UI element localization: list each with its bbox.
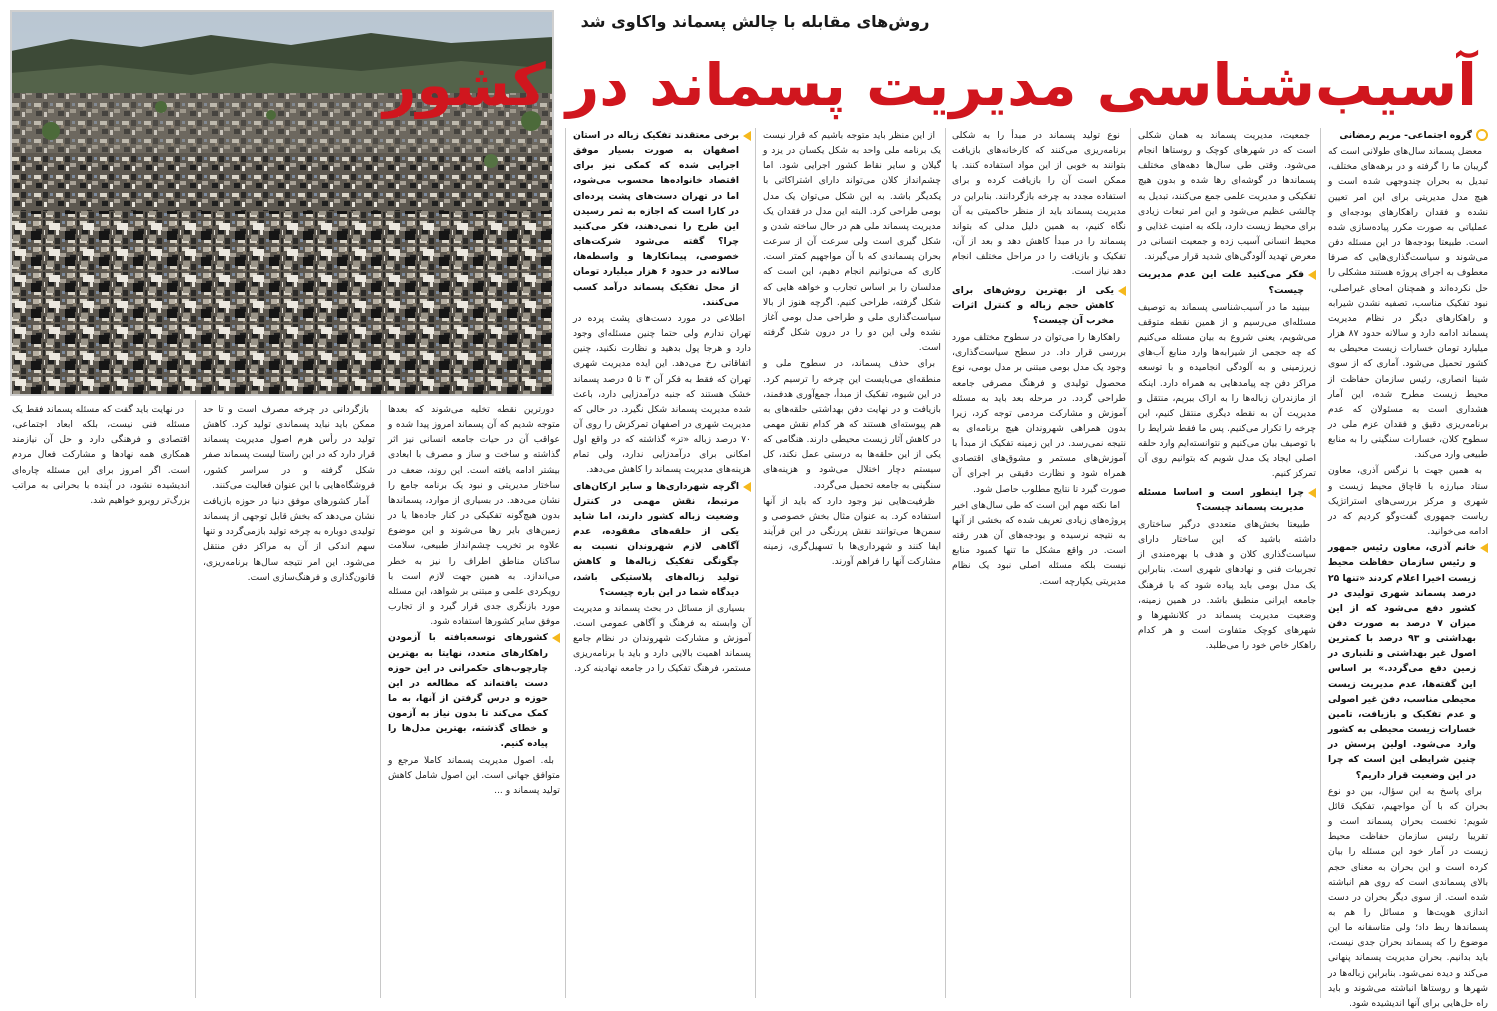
paragraph: به همین جهت با نرگس آذری، معاون ستاد مبارزه با قاچاق محیط زیست و شهری و مرکز بررسی‌های استراتژیک ریاست جمهوری گفت‌وگو کردیم که در ادامه می‌خوانید.	[1328, 465, 1488, 538]
paragraph: برای پاسخ به این سؤال، بین دو نوع بحران که با آن مواجهیم، تفکیک قائل شویم: نخست بحران پسماند است و تقریبا رئیس سازمان حفاظت محیط زیست در آمار خود این مسئله را بیان کرده است و این بحران به معنای حجم بالای پسماندی است که روی هم انباشته شده است. از سوی دیگر بحران در دست اندازی هویت‌ها و مسائل را هم به پسماندها ربط داد؛ ولی متاسفانه ما این موضوع را که پسماند بحران جدی نیست، باید بدانیم. بحران مدیریت پسماند پنهانی می‌کند و دیده نمی‌شود. بنابراین زباله‌ها در شهرها و روستاها انباشته می‌شوند و باید راه حل‌هایی برای آنها اندیشیده شود.	[1328, 785, 1488, 1009]
paragraph: راهکارها را می‌توان در سطوح مختلف مورد بررسی قرار داد. در سطح سیاست‌گذاری، وجود یک مدل بومی مبتنی بر مدل بومی، نوع محصول تولیدی و فرهنگ مصرفی جامعه طراحی گردد. در مرحله بعد باید به مسئله آموزش و مشارکت مردمی توجه کرد، زیرا بدون همراهی شهروندان هیچ برنامه‌ای به نتیجه نمی‌رسد. در این زمینه تفکیک از مبدأ با آموزش‌های مستمر و مشوق‌های اقتصادی همراه شود و نظارت دقیقی بر اجرای آن صورت گیرد تا نتایج مطلوب حاصل شود.	[952, 332, 1126, 495]
interview-question: برخی معتقدند تفکیک زباله در استان اصفهان به صورت بسیار موفق اجرایی شده که کمکی نیز برای اقتصاد خانواده‌ها محسوب می‌شود، اما در تهران دست‌های پشت پرده‌ای در کارا است که اجازه به ثمر رسیدن این طرح را نمی‌دهند، فکر می‌کنید چرا؟ گفته می‌شود شرکت‌های خصوصی، پیمانکارها و واسطه‌ها، سالانه در حدود ۶ هزار میلیارد تومان از محل تفکیک پسماند درآمد کسب می‌کنند.	[573, 128, 751, 310]
paragraph: ظرفیت‌هایی نیز وجود دارد که باید از آنها استفاده کرد. به عنوان مثال بخش خصوصی و سمن‌ها می‌توانند نقش پررنگی در این فرآیند ایفا کنند و شهرداری‌ها با تسهیل‌گری، زمینه مشارکت آنها را فراهم آورند.	[763, 495, 941, 568]
paragraph: جمعیت، مدیریت پسماند به همان شکلی است که در شهرهای کوچک و روستاها انجام می‌شود. وقتی طی سال‌ها دهه‌های مختلف پسماندها در گوشه‌ای رها شده و بدون هیچ تفکیکی و مدیریت علمی جمع می‌کنند، تبدیل به چالشی عظیم می‌شود و این امر تبعات زیادی برای محیط زیست دارد، بلکه به امنیت غذایی و محیط انسانی آسیب زده و جمعیت انسانی در معرض تهدید آلودگی‌های شدید قرار می‌گیرند.	[1138, 130, 1316, 263]
paragraph: اطلاعی در مورد دست‌های پشت پرده در تهران ندارم ولی حتما چنین مسئله‌ای وجود دارد و هرجا پول بدهید و نظارت نکنید، چنین اتفاقاتی رخ می‌دهد. این ایده مدیریت شهری تهران که فقط به فکر آن ۳ تا ۵ درصد پسماند خشک هستند که جنبه درآمدزایی دارد، باعث شده مدیریت پسماند شکل نگیرد. در حالی که مدیریت شهری در اصفهان تمرکزش را روی آن ۷۰ درصد زباله «تر» گذاشته که در واقع اول امکانی برای درآمدزایی ندارد، ولی تمام هزینه‌های مدیریت پسماند را کاهش می‌دهد.	[573, 312, 751, 476]
paragraph: بله. اصول مدیریت پسماند کاملا مرجع و متوافق جهانی است. این اصول شامل کاهش تولید پسماند و ...	[388, 754, 560, 796]
paragraph: بازگردانی در چرخه مصرف است و تا حد ممکن باید نباید پسماندی تولید کرد. کاهش تولید در رأس هرم اصول مدیریت پسماند قرار دارد که در این راستا لیست پسماند صفر شکل گرفته و در سراسر کشور، فروشگاه‌هایی با این عنوان فعالیت می‌کنند.	[203, 404, 375, 491]
column-1	[1328, 128, 1489, 1009]
byline-text: گروه اجتماعی- مریم رمضانی	[1339, 130, 1472, 141]
paragraph: ببینید ما در آسیب‌شناسی پسماند به توصیف مسئله‌ای می‌رسیم و از همین نقطه متوقف می‌شویم، یعنی شروع به بیان مسئله می‌کنیم که چه حجمی از شیرابه‌ها وارد منابع آب‌های زیرزمینی و به آلودگی انجامیده و با توسعه مراکز دفن چه پیامدهایی به همراه دارد. اینکه از مازندران زباله‌ها را به اراک ببریم، منتقل و مدیریت آن به نقطه دیگری منتقل کنیم، این چرخه را تکرار می‌کنیم. پس ما فقط شرایط را با توصیف بیان می‌کنیم و نتوانسته‌ایم وارد حلقه اصلی ایجاد یک مدل شویم که بتوانیم روی آن تمرکز کنیم.	[1138, 301, 1316, 480]
interview-question: چرا اینطور است و اساسا مسئله مدیریت پسماند چیست؟	[1138, 485, 1316, 515]
paragraph: نوع تولید پسماند در مبدأ را به شکلی برنامه‌ریزی می‌کنند که کارخانه‌های بازیافت بتوانند به خوبی از این مواد استفاده کنند. یا ممکن است آن را بازیافت کرده و برای استفاده مجدد به چرخه بازگردانند. بنابراین در مدیریت پسماند باید از منظر حاکمیتی به آن نگاه کنیم، به همین دلیل مدلی که بتواند پسماند را در مبدأ کاهش دهد و بعد از آن، تفکیک و بازیافت را در مراحل مختلف انجام دهد نیاز است.	[952, 130, 1126, 278]
byline	[1328, 128, 1488, 143]
paragraph: برای حذف پسماند، در سطوح ملی و منطقه‌ای می‌بایست این چرخه را ترسیم کرد. در این شیوه، تفکیک از مبدأ، جمع‌آوری هدفمند، بازیافت و در نهایت دفن بهداشتی حلقه‌های به هم پیوسته‌ای هستند که هر کدام نقش مهمی در کاهش آثار زیست محیطی دارند. هنگامی که یکی از این حلقه‌ها به درستی عمل نکند، کل سیستم دچار اختلال می‌شود و هزینه‌های سنگینی به جامعه تحمیل می‌گردد.	[763, 358, 941, 491]
column-8	[12, 402, 190, 1000]
interview-question: یکی از بهترین روش‌های برای کاهش حجم زباله و کنترل اثرات مخرب آن چیست؟	[952, 283, 1126, 328]
paragraph: در نهایت باید گفت که مسئله پسماند فقط یک مسئله فنی نیست، بلکه ابعاد اجتماعی، اقتصادی و فرهنگی دارد و حل آن نیازمند همکاری همه نهادها و مشارکت فعال مردم است. اگر امروز برای این مسئله چاره‌ای اندیشیده نشود، در آینده با بحرانی به مراتب بزرگ‌تر روبرو خواهیم شد.	[12, 404, 190, 506]
byline-icon	[1476, 129, 1488, 141]
column-rule	[945, 128, 946, 998]
paragraph: دورترین نقطه تخلیه می‌شوند که بعدها متوجه شدیم که آن پسماند امروز پیدا شده و عواقب آن در حیات جامعه انسانی نیز اثر گذاشته و ساخت و ساز و مصرف با ابعادی بیشتر ادامه یافته است. این روند، ضعف در ساختار مدیریتی و نبود یک برنامه جامع را نشان می‌دهد. در بسیاری از موارد، پسماندها بدون هیچ‌گونه تفکیکی در کنار جاده‌ها یا در زمین‌های بایر رها می‌شوند و این موضوع علاوه بر تخریب چشم‌انداز طبیعی، سلامت ساکنان مناطق اطراف را نیز به خطر می‌اندازد. به همین جهت لازم است با رویکردی علمی و مبتنی بر شواهد، این مسئله مورد بازنگری جدی قرار گیرد و از تجارب موفق سایر کشورها استفاده شود.	[388, 404, 560, 628]
interview-question: خانم آذری، معاون رئیس جمهور و رئیس سازمان حفاظت محیط زیست اخیرا اعلام کردند «تنها ۲۵ درصد پسماند شهری تولیدی در کشور دفع می‌شود که از این میزان ۷ درصد به صورت دفن بهداشتی و ۹۳ درصد با کمترین اصول غیر بهداشتی و تلنباری در زمین دفع می‌گردد.» بر اساس این گفته‌ها، عدم مدیریت زیست محیطی مناسب، دفن غیر اصولی و عدم تفکیک و بازیافت، تامین خسارات زیست محیطی به کشور وارد می‌شود. اولین پرسش در چنین شرایطی این است که چرا در این وضعیت قرار داریم؟	[1328, 540, 1488, 783]
paragraph: معضل پسماند سال‌های طولانی است که گریبان ما را گرفته و در برهه‌های مختلف، تبدیل به بحران چندوجهی شده است و هیچ مدل مدیریتی برای این امر تعیین نشده و فقدان راهکارهای بودجه‌ای و عملیاتی به صورت مکرر پیاده‌سازی شده است. طبیعتا بودجه‌ها در این مسئله دفن می‌شوند و سیاست‌گذاری‌هایی که صرفا معطوف به اجرای پروژه هستند مشکلی را حل نکرده‌اند و همچنان امحای غیراصلی، نبود تفکیک مناسب، تصفیه نشدن شیرابه و راهکارهای دیگر در نظام مدیریت پسماند ادامه دارد و سالانه حدود ۸۷ هزار میلیارد تومان خسارات زیست محیطی به کشور تحمیل می‌شود. آماری که از سوی شینا انصاری، رئیس سازمان حفاظت از محیط زیست مطرح شده، این آمار هشداری است به مسئولان که عدم برنامه‌ریزی دقیق و فقدان عزم ملی در سطوح کلان، خسارات سنگینی را به منابع طبیعی وارد می‌کند.	[1328, 146, 1489, 461]
interview-question: اگرچه شهرداری‌ها و سایر ارکان‌های مرتبط، نقش مهمی در کنترل وضعیت زباله کشور دارند، اما شاید یکی از حلقه‌های مفقوده، عدم آگاهی لازم شهروندان نسبت به چگونگی تفکیک زباله‌ها و کاهش تولید زباله‌های پلاستیکی باشد، دیدگاه شما در این باره چیست؟	[573, 479, 751, 600]
paragraph: از این منظر باید متوجه باشیم که قرار نیست یک برنامه ملی واحد به شکل یکسان در یزد و گیلان و سایر نقاط کشور اجرایی شود. اما چشم‌انداز کلان می‌تواند دارای اشتراکاتی با یکدیگر باشد. به این شکل می‌توان یک مدل بومی طراحی کرد. البته این مدل در فقدان یک مدیریت پسماند ملی هم در حال ساخته شدن و شکل گیری است ولی سرعت آن از سرعت بحران پسماندی که با آن مواجهیم کمتر است. کاری که می‌توانیم انجام دهیم، این است که مدلسان را بر اساس تجارب و خواهه هایی که شکل گرفته، طراحی کنیم. اگرچه هنوز از بالا سیاست‌گذاری ملی و طراحی مدل بومی آغاز نشده ولی این دو را در درون شکل گرفته است.	[763, 130, 941, 354]
column-6	[388, 402, 560, 1000]
kicker: روش‌های مقابله با چالش پسماند واکاوی شد	[580, 12, 930, 31]
interview-question: کشورهای توسعه‌یافته با آزمودن راهکارهای متعدد، نهایتا به بهترین چارچوب‌های حکمرانی در این حوزه دست یافته‌اند که مطالعه در این حوزه و درس گرفتن از آنها، به ما کمک می‌کند تا بدون نیاز به آزمون و خطای گذشته، بهترین مدل‌ها را پیاده کنیم.	[388, 630, 560, 751]
column-2	[1138, 128, 1316, 1000]
paragraph: آمار کشورهای موفق دنیا در حوزه بازیافت نشان می‌دهد که بخش قابل توجهی از پسماند تولیدی دوباره به چرخه تولید بازمی‌گردد و تنها سهم اندکی از آن به مراکز دفن منتقل می‌شود. این امر نتیجه سال‌ها برنامه‌ریزی، قانون‌گذاری و فرهنگ‌سازی است.	[203, 495, 375, 583]
column-rule	[195, 400, 196, 998]
column-rule	[1320, 128, 1321, 998]
column-5	[573, 128, 751, 1000]
column-7	[203, 402, 375, 1000]
interview-question: فکر می‌کنید علت این عدم مدیریت چیست؟	[1138, 267, 1316, 297]
headline: آسیب‌شناسی مدیریت پسماند در کشور	[383, 51, 1477, 119]
column-4	[763, 128, 941, 1000]
column-rule	[380, 400, 381, 998]
column-3	[952, 128, 1126, 1000]
column-rule	[755, 128, 756, 998]
column-rule	[1130, 128, 1131, 998]
column-rule	[565, 128, 566, 998]
paragraph: بسیاری از مسائل در بحث پسماند و مدیریت آن وابسته به فرهنگ و آگاهی عمومی است. آموزش و مشارکت شهروندان در نظام جامع پسماند اهمیت بالایی دارد و باید با برنامه‌ریزی مستمر، فرهنگ تفکیک را در جامعه نهادینه کرد.	[573, 602, 751, 675]
paragraph: طبیعتا بخش‌های متعددی درگیر ساختاری داشته باشید که این ساختار دارای سیاست‌گذاری کلان و هدف با بهره‌مندی از تجربیات فنی و نهادهای شهری است. بنابراین یک مدل بومی باید پیاده شود که با فرهنگ جامعه ایرانی منطبق باشد. در همین زمینه، وضعیت مدیریت پسماند در کلانشهرها و شهرهای کوچک متفاوت است و هر کدام راهکار خاص خود را می‌طلبد.	[1138, 518, 1316, 652]
paragraph: اما نکته مهم این است که طی سال‌های اخیر پروژه‌های زیادی تعریف شده که بخشی از آنها به نتیجه نرسیده و بودجه‌های آن هدر رفته است. در واقع مشکل ما تنها کمبود منابع نیست بلکه مسئله اصلی نبود یک نظام مدیریتی یکپارچه است.	[952, 499, 1126, 587]
